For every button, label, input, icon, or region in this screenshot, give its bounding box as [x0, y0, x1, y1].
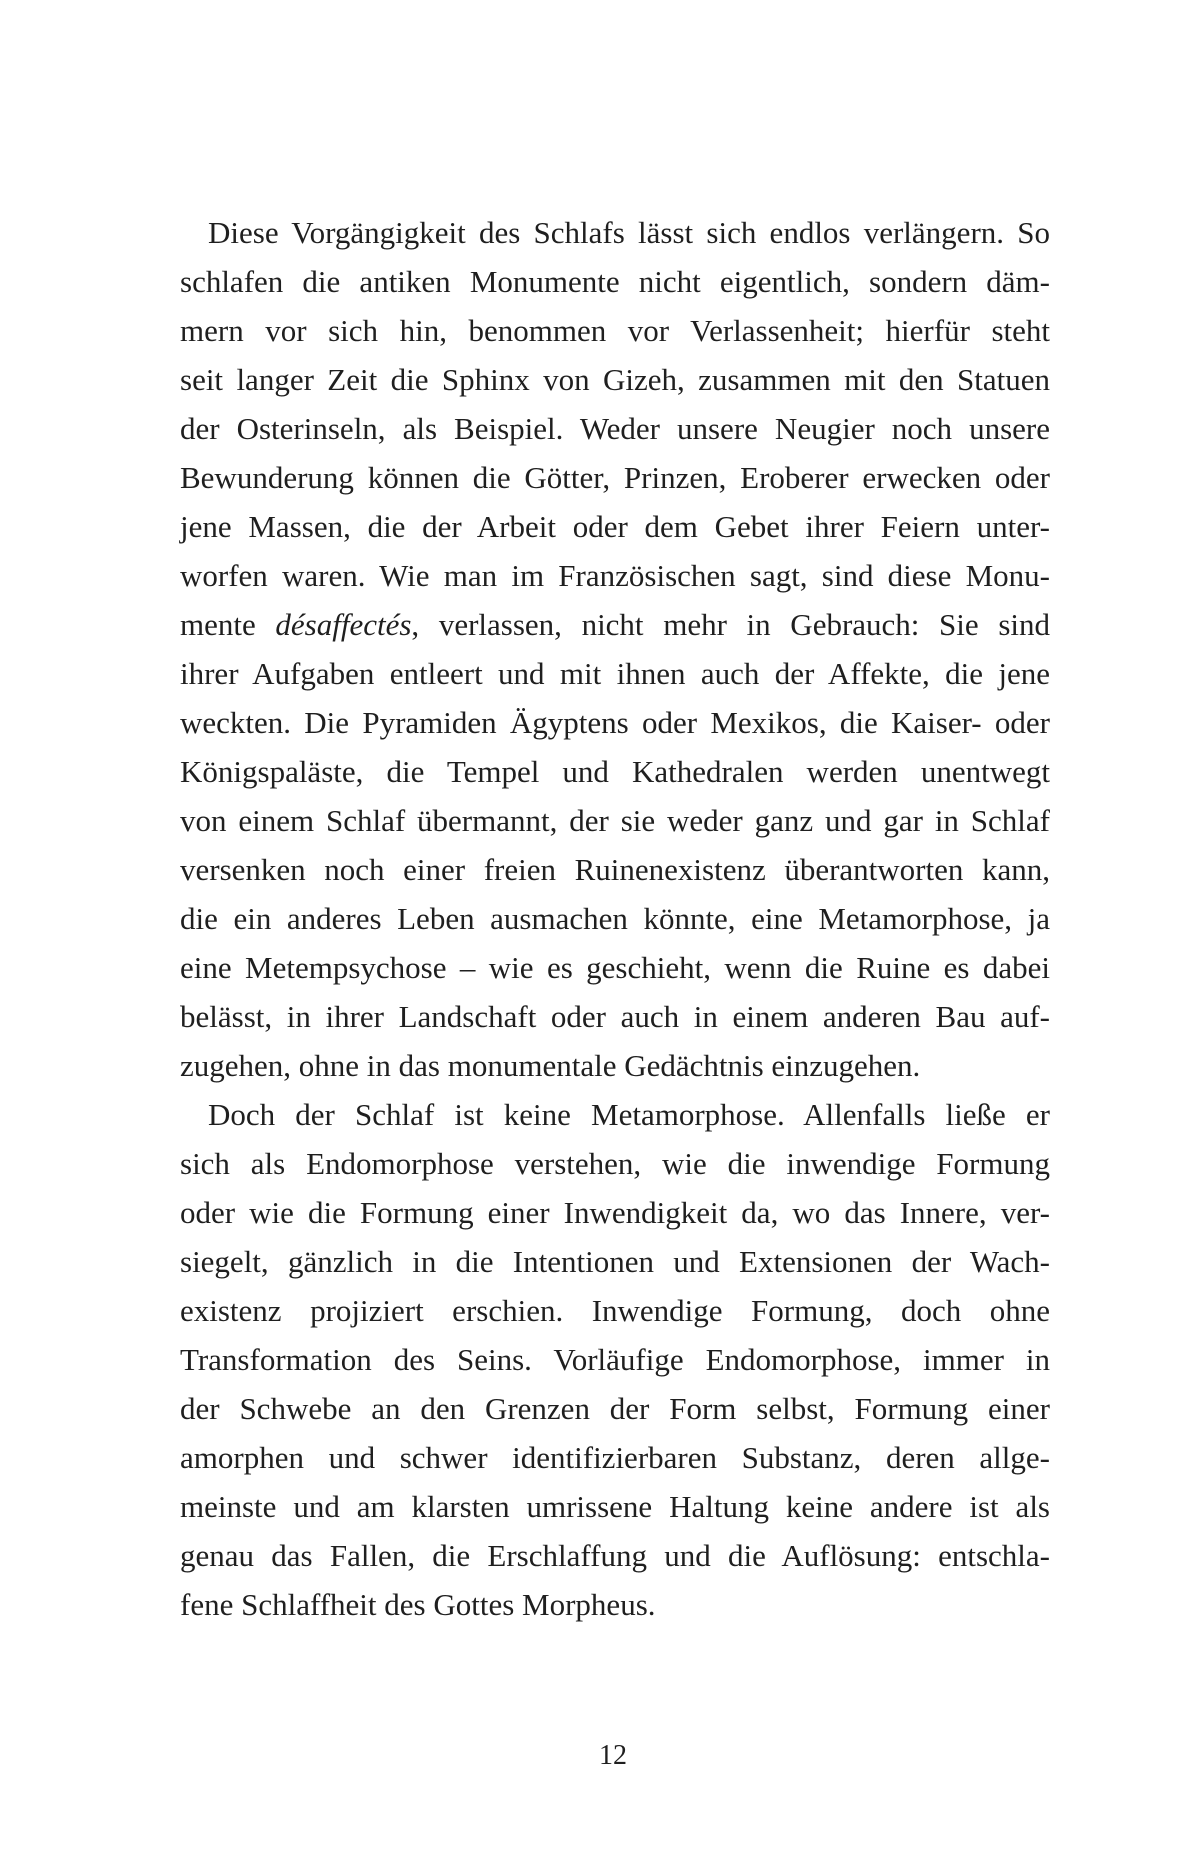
paragraph-1 [180, 208, 1050, 1090]
text-line: genau das Fallen, die Erschlaffung und die Auflösung: entschla- [180, 1538, 1050, 1573]
text-line: Transformation des Seins. Vorläufige Endomorphose, immer in [180, 1342, 1050, 1377]
paragraph-2 [180, 1090, 1050, 1629]
text-line: oder wie die Formung einer Inwendigkeit da, wo das Innere, ver- [180, 1195, 1050, 1230]
text-line: amorphen und schwer identifizierbaren Substanz, deren allge- [180, 1440, 1050, 1475]
text-line: Doch der Schlaf ist keine Metamorphose. Allenfalls ließe er [208, 1097, 1050, 1132]
text-line: weckten. Die Pyramiden Ägyptens oder Mexikos, die Kaiser- oder [180, 705, 1050, 740]
text-line: versenken noch einer freien Ruinenexistenz überantworten kann, [180, 852, 1050, 887]
text-line: eine Metempsychose – wie es geschieht, wenn die Ruine es dabei [180, 950, 1050, 985]
text-line: ihrer Aufgaben entleert und mit ihnen auch der Affekte, die jene [180, 656, 1050, 691]
text-line: der Schwebe an den Grenzen der Form selbst, Formung einer [180, 1391, 1050, 1426]
text-line: sich als Endomorphose verstehen, wie die inwendige Formung [180, 1146, 1050, 1181]
text-line: die ein anderes Leben ausmachen könnte, eine Metamorphose, ja [180, 901, 1050, 936]
body-text [180, 208, 1050, 1629]
text-line: siegelt, gänzlich in die Intentionen und Extensionen der Wach- [180, 1244, 1050, 1279]
text-line: Königspaläste, die Tempel und Kathedralen werden unentwegt [180, 754, 1050, 789]
text-line-with-italic: mente désaffectés, verlassen, nicht mehr in Gebrauch: Sie sind [180, 607, 1050, 642]
text-line: zugehen, ohne in das monumentale Gedächtnis einzugehen. [180, 1048, 921, 1083]
text-line: existenz projiziert erschien. Inwendige Formung, doch ohne [180, 1293, 1050, 1328]
text-line: belässt, in ihrer Landschaft oder auch in einem anderen Bau auf- [180, 999, 1050, 1034]
text-line: seit langer Zeit die Sphinx von Gizeh, zusammen mit den Statuen [180, 362, 1050, 397]
text-line: von einem Schlaf übermannt, der sie weder ganz und gar in Schlaf [180, 803, 1050, 838]
text-line: worfen waren. Wie man im Französischen sagt, sind diese Monu- [180, 558, 1050, 593]
text-line: fene Schlaffheit des Gottes Morpheus. [180, 1587, 656, 1622]
text-line: jene Massen, die der Arbeit oder dem Gebet ihrer Feiern unter- [180, 509, 1050, 544]
text-line: mern vor sich hin, benommen vor Verlassenheit; hierfür steht [180, 313, 1050, 348]
italic-phrase: désaffectés [275, 607, 412, 642]
text-line: Diese Vorgängigkeit des Schlafs lässt sich endlos verlängern. So [208, 215, 1050, 250]
text-line: meinste und am klarsten umrissene Haltung keine andere ist als [180, 1489, 1050, 1524]
text-line: Bewunderung können die Götter, Prinzen, Eroberer erwecken oder [180, 460, 1050, 495]
page-number: 12 [599, 1740, 627, 1771]
text-line: schlafen die antiken Monumente nicht eigentlich, sondern däm- [180, 264, 1050, 299]
text-line: der Osterinseln, als Beispiel. Weder unsere Neugier noch unsere [180, 411, 1050, 446]
